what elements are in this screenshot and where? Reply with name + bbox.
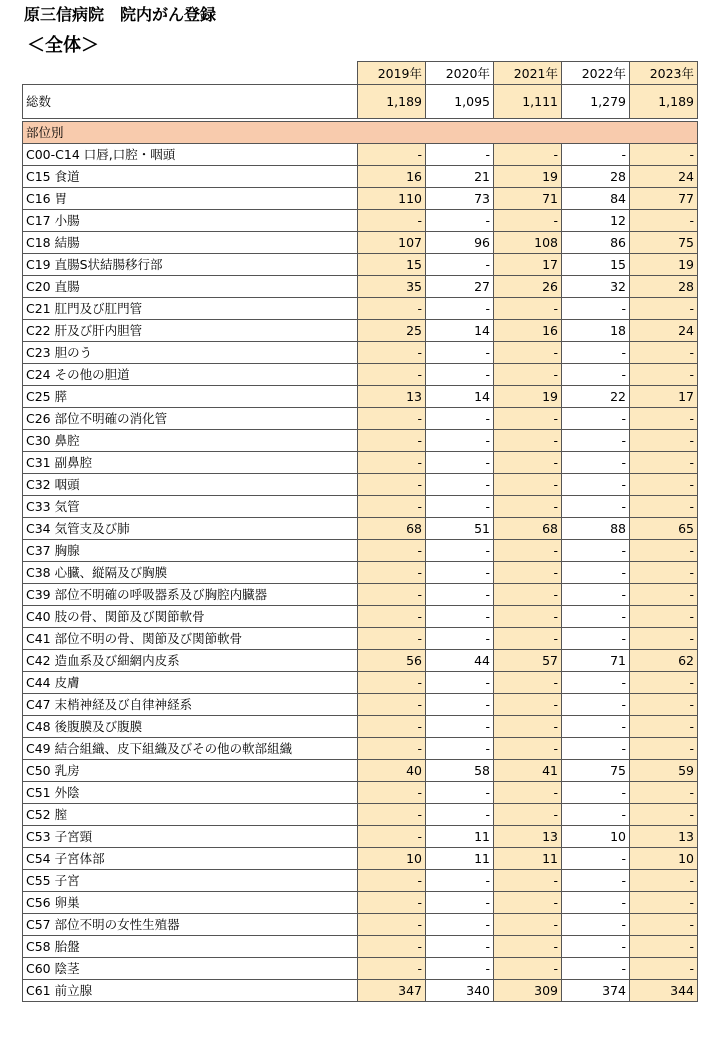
total-value-cell: 1,279 (562, 85, 630, 119)
value-cell: - (630, 364, 698, 386)
value-cell: - (358, 804, 426, 826)
value-cell: - (358, 738, 426, 760)
value-cell: 19 (630, 254, 698, 276)
value-cell: - (630, 716, 698, 738)
value-cell: - (562, 782, 630, 804)
value-cell: - (630, 496, 698, 518)
value-cell: - (426, 496, 494, 518)
value-cell: - (494, 496, 562, 518)
site-label: C18 結腸 (23, 232, 358, 254)
value-cell: - (358, 144, 426, 166)
value-cell: - (630, 540, 698, 562)
value-cell: 309 (494, 980, 562, 1002)
table-row (23, 584, 698, 606)
total-value-cell: 1,189 (358, 85, 426, 119)
value-cell: - (630, 562, 698, 584)
value-cell: - (562, 804, 630, 826)
value-cell: - (630, 628, 698, 650)
value-cell: - (358, 342, 426, 364)
site-label: C58 胎盤 (23, 936, 358, 958)
value-cell: - (630, 298, 698, 320)
value-cell: - (358, 892, 426, 914)
value-cell: 24 (630, 320, 698, 342)
site-label: C25 膵 (23, 386, 358, 408)
site-label: C41 部位不明の骨、関節及び関節軟骨 (23, 628, 358, 650)
value-cell: 11 (426, 848, 494, 870)
value-cell: - (426, 452, 494, 474)
value-cell: 65 (630, 518, 698, 540)
value-cell: - (562, 716, 630, 738)
value-cell: 13 (494, 826, 562, 848)
value-cell: - (494, 342, 562, 364)
value-cell: 86 (562, 232, 630, 254)
value-cell: - (494, 562, 562, 584)
value-cell: - (562, 584, 630, 606)
table-row (23, 870, 698, 892)
table-row (23, 276, 698, 298)
value-cell: - (494, 408, 562, 430)
value-cell: 18 (562, 320, 630, 342)
value-cell: 22 (562, 386, 630, 408)
value-cell: - (562, 430, 630, 452)
value-cell: 16 (494, 320, 562, 342)
value-cell: - (494, 782, 562, 804)
value-cell: - (562, 738, 630, 760)
table-row (23, 144, 698, 166)
value-cell: - (358, 298, 426, 320)
value-cell: - (426, 254, 494, 276)
total-value-cell: 1,095 (426, 85, 494, 119)
value-cell: - (562, 892, 630, 914)
value-cell: - (426, 936, 494, 958)
table-row (23, 936, 698, 958)
table-row (23, 364, 698, 386)
table-row (23, 452, 698, 474)
value-cell: - (562, 452, 630, 474)
value-cell: - (630, 584, 698, 606)
site-label: C16 胃 (23, 188, 358, 210)
value-cell: - (562, 672, 630, 694)
value-cell: 374 (562, 980, 630, 1002)
value-cell: - (494, 430, 562, 452)
value-cell: - (426, 782, 494, 804)
site-label: C60 陰茎 (23, 958, 358, 980)
table-row (23, 210, 698, 232)
value-cell: 16 (358, 166, 426, 188)
value-cell: - (494, 936, 562, 958)
total-row (23, 85, 698, 119)
table-row (23, 254, 698, 276)
value-cell: 19 (494, 166, 562, 188)
value-cell: - (358, 210, 426, 232)
value-cell: 11 (426, 826, 494, 848)
value-cell: 71 (562, 650, 630, 672)
value-cell: - (630, 672, 698, 694)
value-cell: 15 (358, 254, 426, 276)
value-cell: 75 (630, 232, 698, 254)
site-label: C61 前立腺 (23, 980, 358, 1002)
value-cell: - (562, 870, 630, 892)
value-cell: - (562, 562, 630, 584)
value-cell: - (426, 738, 494, 760)
table-row (23, 518, 698, 540)
value-cell: - (426, 804, 494, 826)
value-cell: - (562, 474, 630, 496)
table-row (23, 166, 698, 188)
value-cell: 17 (494, 254, 562, 276)
value-cell: - (630, 804, 698, 826)
table-row (23, 562, 698, 584)
value-cell: - (426, 210, 494, 232)
value-cell: 56 (358, 650, 426, 672)
value-cell: - (494, 672, 562, 694)
table-row (23, 408, 698, 430)
value-cell: - (630, 408, 698, 430)
site-label: C48 後腹膜及び腹膜 (23, 716, 358, 738)
value-cell: - (494, 694, 562, 716)
total-value-cell: 1,189 (630, 85, 698, 119)
value-cell: - (562, 606, 630, 628)
value-cell: - (630, 342, 698, 364)
value-cell: - (358, 584, 426, 606)
table-row (23, 232, 698, 254)
value-cell: - (426, 892, 494, 914)
value-cell: 75 (562, 760, 630, 782)
value-cell: 57 (494, 650, 562, 672)
value-cell: - (358, 430, 426, 452)
value-cell: 88 (562, 518, 630, 540)
table-row (23, 914, 698, 936)
table-row (23, 320, 698, 342)
value-cell: - (358, 936, 426, 958)
table-row (23, 694, 698, 716)
table-row (23, 342, 698, 364)
value-cell: - (494, 914, 562, 936)
value-cell: - (494, 452, 562, 474)
value-cell: 28 (630, 276, 698, 298)
value-cell: 12 (562, 210, 630, 232)
value-cell: - (426, 430, 494, 452)
value-cell: - (494, 540, 562, 562)
value-cell: 10 (358, 848, 426, 870)
site-label: C57 部位不明の女性生殖器 (23, 914, 358, 936)
value-cell: - (494, 628, 562, 650)
value-cell: - (562, 848, 630, 870)
value-cell: - (358, 782, 426, 804)
value-cell: - (494, 804, 562, 826)
site-label: C32 咽頭 (23, 474, 358, 496)
site-label: C53 子宮頸 (23, 826, 358, 848)
site-label: C31 副鼻腔 (23, 452, 358, 474)
value-cell: - (562, 144, 630, 166)
table-row (23, 848, 698, 870)
site-label: C19 直腸S状結腸移行部 (23, 254, 358, 276)
value-cell: 96 (426, 232, 494, 254)
site-label: C55 子宮 (23, 870, 358, 892)
site-label: C54 子宮体部 (23, 848, 358, 870)
site-label: C39 部位不明確の呼吸器系及び胸腔内臓器 (23, 584, 358, 606)
value-cell: 44 (426, 650, 494, 672)
site-label: C20 直腸 (23, 276, 358, 298)
table-row (23, 540, 698, 562)
site-label: C50 乳房 (23, 760, 358, 782)
year-header-cell: 2022年 (562, 62, 630, 85)
value-cell: - (426, 716, 494, 738)
value-cell: - (358, 914, 426, 936)
site-label: C17 小腸 (23, 210, 358, 232)
value-cell: 10 (630, 848, 698, 870)
value-cell: - (358, 474, 426, 496)
table-row (23, 430, 698, 452)
table-row (23, 826, 698, 848)
table-row (23, 716, 698, 738)
site-label: C42 造血系及び細網内皮系 (23, 650, 358, 672)
value-cell: - (358, 826, 426, 848)
site-label: C40 肢の骨、関節及び関節軟骨 (23, 606, 358, 628)
site-label: C21 肛門及び肛門管 (23, 298, 358, 320)
value-cell: - (358, 870, 426, 892)
value-cell: 347 (358, 980, 426, 1002)
value-cell: - (494, 958, 562, 980)
value-cell: - (494, 870, 562, 892)
value-cell: 73 (426, 188, 494, 210)
value-cell: 344 (630, 980, 698, 1002)
value-cell: 15 (562, 254, 630, 276)
value-cell: - (630, 936, 698, 958)
value-cell: 110 (358, 188, 426, 210)
value-cell: - (562, 914, 630, 936)
value-cell: - (630, 430, 698, 452)
site-label: C52 膣 (23, 804, 358, 826)
value-cell: 68 (494, 518, 562, 540)
value-cell: - (426, 298, 494, 320)
site-label: C56 卵巣 (23, 892, 358, 914)
table-row (23, 474, 698, 496)
value-cell: - (630, 958, 698, 980)
value-cell: 40 (358, 760, 426, 782)
table-row (23, 386, 698, 408)
total-label: 総数 (23, 85, 358, 119)
value-cell: - (494, 144, 562, 166)
value-cell: - (426, 870, 494, 892)
value-cell: - (358, 694, 426, 716)
table-row (23, 760, 698, 782)
header-blank-cell (23, 62, 358, 85)
site-label: C34 気管支及び肺 (23, 518, 358, 540)
table-row (23, 782, 698, 804)
year-header-cell: 2019年 (358, 62, 426, 85)
value-cell: - (426, 408, 494, 430)
value-cell: - (630, 870, 698, 892)
value-cell: - (426, 584, 494, 606)
value-cell: - (630, 914, 698, 936)
value-cell: - (358, 628, 426, 650)
site-label: C38 心臓、縦隔及び胸膜 (23, 562, 358, 584)
value-cell: 108 (494, 232, 562, 254)
value-cell: - (630, 782, 698, 804)
value-cell: - (562, 694, 630, 716)
value-cell: - (358, 606, 426, 628)
value-cell: 59 (630, 760, 698, 782)
value-cell: 340 (426, 980, 494, 1002)
value-cell: 13 (630, 826, 698, 848)
value-cell: 27 (426, 276, 494, 298)
value-cell: - (630, 606, 698, 628)
value-cell: - (494, 606, 562, 628)
value-cell: - (426, 958, 494, 980)
site-label: C24 その他の胆道 (23, 364, 358, 386)
value-cell: - (426, 144, 494, 166)
value-cell: - (358, 672, 426, 694)
site-label: C47 末梢神経及び自律神経系 (23, 694, 358, 716)
value-cell: - (358, 364, 426, 386)
value-cell: 17 (630, 386, 698, 408)
site-label: C23 胆のう (23, 342, 358, 364)
value-cell: - (494, 892, 562, 914)
value-cell: 77 (630, 188, 698, 210)
value-cell: 24 (630, 166, 698, 188)
value-cell: - (358, 408, 426, 430)
value-cell: - (630, 144, 698, 166)
value-cell: - (358, 452, 426, 474)
value-cell: - (358, 716, 426, 738)
site-label: C51 外陰 (23, 782, 358, 804)
value-cell: - (426, 562, 494, 584)
value-cell: - (562, 408, 630, 430)
section-label: 部位別 (23, 122, 698, 144)
value-cell: - (494, 584, 562, 606)
table-row (23, 804, 698, 826)
value-cell: - (562, 628, 630, 650)
section-header-row (23, 122, 698, 144)
value-cell: 10 (562, 826, 630, 848)
value-cell: 68 (358, 518, 426, 540)
value-cell: 25 (358, 320, 426, 342)
value-cell: 41 (494, 760, 562, 782)
site-label: C22 肝及び肝内胆管 (23, 320, 358, 342)
value-cell: - (426, 672, 494, 694)
site-label: C15 食道 (23, 166, 358, 188)
value-cell: - (426, 914, 494, 936)
site-label: C37 胸腺 (23, 540, 358, 562)
value-cell: - (426, 474, 494, 496)
page-subtitle: ＜全体＞ (27, 35, 99, 56)
value-cell: - (426, 606, 494, 628)
value-cell: - (358, 562, 426, 584)
value-cell: - (426, 628, 494, 650)
value-cell: - (494, 474, 562, 496)
value-cell: 62 (630, 650, 698, 672)
site-label: C33 気管 (23, 496, 358, 518)
value-cell: - (562, 958, 630, 980)
table-row (23, 650, 698, 672)
value-cell: - (562, 936, 630, 958)
site-label: C30 鼻腔 (23, 430, 358, 452)
site-label: C44 皮膚 (23, 672, 358, 694)
table-row (23, 892, 698, 914)
value-cell: - (630, 210, 698, 232)
value-cell: 51 (426, 518, 494, 540)
table-row (23, 958, 698, 980)
value-cell: 71 (494, 188, 562, 210)
total-value-cell: 1,111 (494, 85, 562, 119)
value-cell: 107 (358, 232, 426, 254)
value-cell: - (494, 716, 562, 738)
value-cell: 35 (358, 276, 426, 298)
table-row (23, 628, 698, 650)
value-cell: 26 (494, 276, 562, 298)
value-cell: 13 (358, 386, 426, 408)
site-label: C49 結合組織、皮下組織及びその他の軟部組織 (23, 738, 358, 760)
year-header-cell: 2023年 (630, 62, 698, 85)
table-row (23, 188, 698, 210)
value-cell: - (426, 342, 494, 364)
value-cell: - (426, 540, 494, 562)
value-cell: - (426, 694, 494, 716)
value-cell: 21 (426, 166, 494, 188)
value-cell: - (494, 364, 562, 386)
value-cell: - (562, 298, 630, 320)
value-cell: - (630, 694, 698, 716)
value-cell: 58 (426, 760, 494, 782)
table-row (23, 980, 698, 1002)
site-label: C26 部位不明確の消化管 (23, 408, 358, 430)
page-title: 原三信病院 院内がん登録 (24, 5, 217, 24)
value-cell: - (630, 452, 698, 474)
value-cell: 28 (562, 166, 630, 188)
value-cell: - (494, 738, 562, 760)
table-row (23, 738, 698, 760)
value-cell: - (358, 496, 426, 518)
year-header-cell: 2021年 (494, 62, 562, 85)
value-cell: - (630, 474, 698, 496)
year-header-cell: 2020年 (426, 62, 494, 85)
value-cell: - (562, 364, 630, 386)
value-cell: - (426, 364, 494, 386)
table-row (23, 672, 698, 694)
value-cell: 84 (562, 188, 630, 210)
value-cell: 14 (426, 320, 494, 342)
site-label: C00-C14 口唇,口腔・咽頭 (23, 144, 358, 166)
value-cell: - (562, 540, 630, 562)
year-header-row (23, 62, 698, 85)
value-cell: - (494, 298, 562, 320)
cancer-registry-table (22, 61, 698, 1002)
value-cell: - (562, 496, 630, 518)
table-row (23, 496, 698, 518)
value-cell: 14 (426, 386, 494, 408)
value-cell: - (562, 342, 630, 364)
value-cell: - (630, 892, 698, 914)
value-cell: 32 (562, 276, 630, 298)
value-cell: - (630, 738, 698, 760)
table-row (23, 298, 698, 320)
table-row (23, 606, 698, 628)
value-cell: 19 (494, 386, 562, 408)
value-cell: - (494, 210, 562, 232)
value-cell: - (358, 958, 426, 980)
value-cell: 11 (494, 848, 562, 870)
value-cell: - (358, 540, 426, 562)
